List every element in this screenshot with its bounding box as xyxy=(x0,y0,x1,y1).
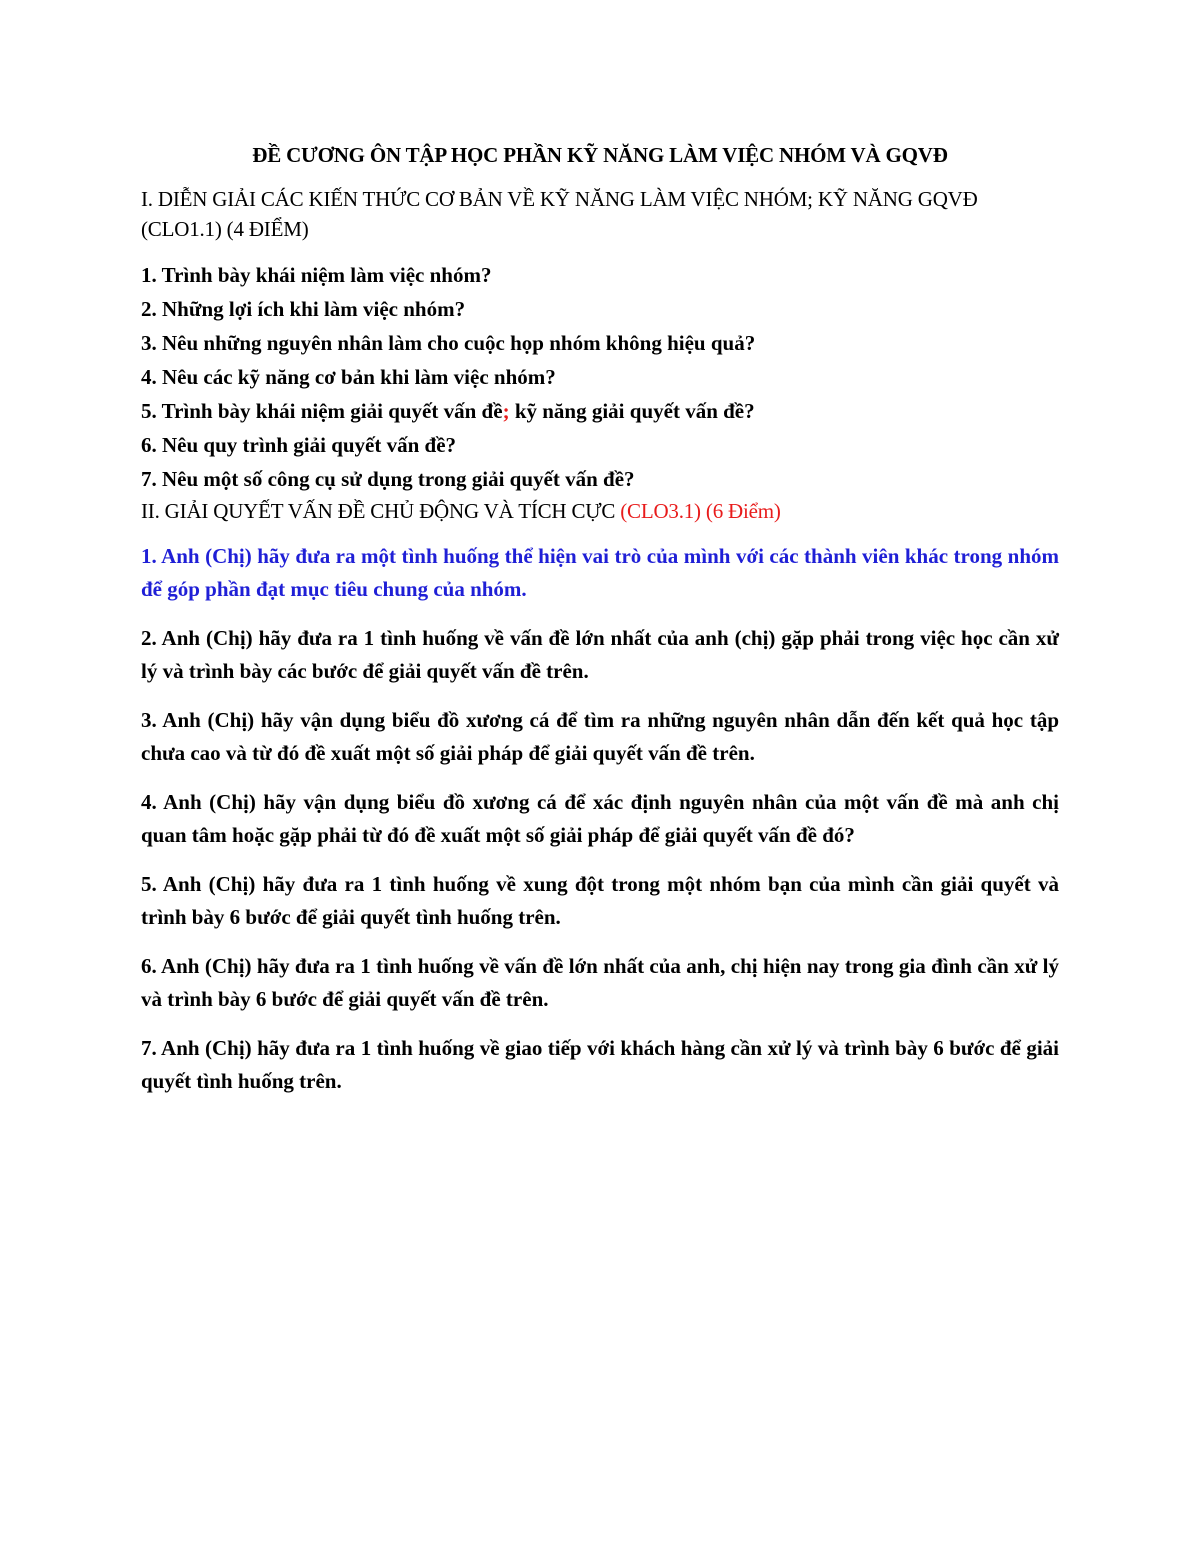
section-2-question-list xyxy=(141,540,1059,1098)
section-2-question-7: 7. Anh (Chị) hãy đưa ra 1 tình huống về giao tiếp với khách hàng cần xử lý và trình bày 6 bước để giải quyết tình huống trên. xyxy=(141,1036,1059,1093)
document-title: ĐỀ CƯƠNG ÔN TẬP HỌC PHẦN KỸ NĂNG LÀM VIỆC NHÓM VÀ GQVĐ xyxy=(252,143,948,167)
section-1-question-6: 6. Nêu quy trình giải quyết vấn đề? xyxy=(141,433,457,457)
section-2-question-4: 4. Anh (Chị) hãy vận dụng biểu đồ xương cá để xác định nguyên nhân của một vấn đề mà anh chị quan tâm hoặc gặp phải từ đó đề xuất một số giải pháp để giải quyết vấn đề đó? xyxy=(141,790,1059,847)
section-1-question-2: 2. Những lợi ích khi làm việc nhóm? xyxy=(141,297,466,321)
section-2 xyxy=(141,496,1059,526)
section-2-question-2: 2. Anh (Chị) hãy đưa ra 1 tình huống về vấn đề lớn nhất của anh (chị) gặp phải trong việc học cần xử lý và trình bày các bước để giải quyết vấn đề trên. xyxy=(141,626,1059,683)
document-body xyxy=(141,140,1059,1114)
section-1-question-5 xyxy=(141,394,1059,428)
section-1-question-list xyxy=(141,258,1059,496)
section-1-question-5-part1: 5. Trình bày khái niệm giải quyết vấn đề xyxy=(141,399,503,423)
section-1 xyxy=(141,184,1059,244)
section-1-question-5-part2: kỹ năng giải quyết vấn đề? xyxy=(509,399,755,423)
section-2-heading-clo: (CLO3.1) (6 Điểm) xyxy=(620,499,781,523)
section-2-heading xyxy=(141,496,1059,526)
section-1-heading: I. DIỄN GIẢI CÁC KIẾN THỨC CƠ BẢN VỀ KỸ NĂNG LÀM VIỆC NHÓM; KỸ NĂNG GQVĐ (CLO1.1) (4 ĐIỂM) xyxy=(141,187,978,241)
section-2-heading-main: II. GIẢI QUYẾT VẤN ĐỀ CHỦ ĐỘNG VÀ TÍCH CỰC xyxy=(141,499,621,523)
section-1-question-7: 7. Nêu một số công cụ sử dụng trong giải quyết vấn đề? xyxy=(141,467,635,491)
section-2-question-3: 3. Anh (Chị) hãy vận dụng biểu đồ xương cá để tìm ra những nguyên nhân dẫn đến kết quả học tập chưa cao và từ đó đề xuất một số giải pháp để giải quyết vấn đề trên. xyxy=(141,708,1059,765)
section-2-question-1: 1. Anh (Chị) hãy đưa ra một tình huống thể hiện vai trò của mình với các thành viên khác trong nhóm để góp phần đạt mục tiêu chung của nhóm. xyxy=(141,544,1059,601)
section-1-question-4: 4. Nêu các kỹ năng cơ bản khi làm việc nhóm? xyxy=(141,365,556,389)
section-2-question-6: 6. Anh (Chị) hãy đưa ra 1 tình huống về vấn đề lớn nhất của anh, chị hiện nay trong gia đình cần xử lý và trình bày 6 bước để giải quyết vấn đề trên. xyxy=(141,954,1059,1011)
section-1-question-3: 3. Nêu những nguyên nhân làm cho cuộc họp nhóm không hiệu quả? xyxy=(141,331,756,355)
section-1-question-1: 1. Trình bày khái niệm làm việc nhóm? xyxy=(141,263,492,287)
section-2-question-5: 5. Anh (Chị) hãy đưa ra 1 tình huống về xung đột trong một nhóm bạn của mình cần giải quyết và trình bày 6 bước để giải quyết tình huống trên. xyxy=(141,872,1059,929)
section-1-question-5-separator: ; xyxy=(502,399,510,423)
